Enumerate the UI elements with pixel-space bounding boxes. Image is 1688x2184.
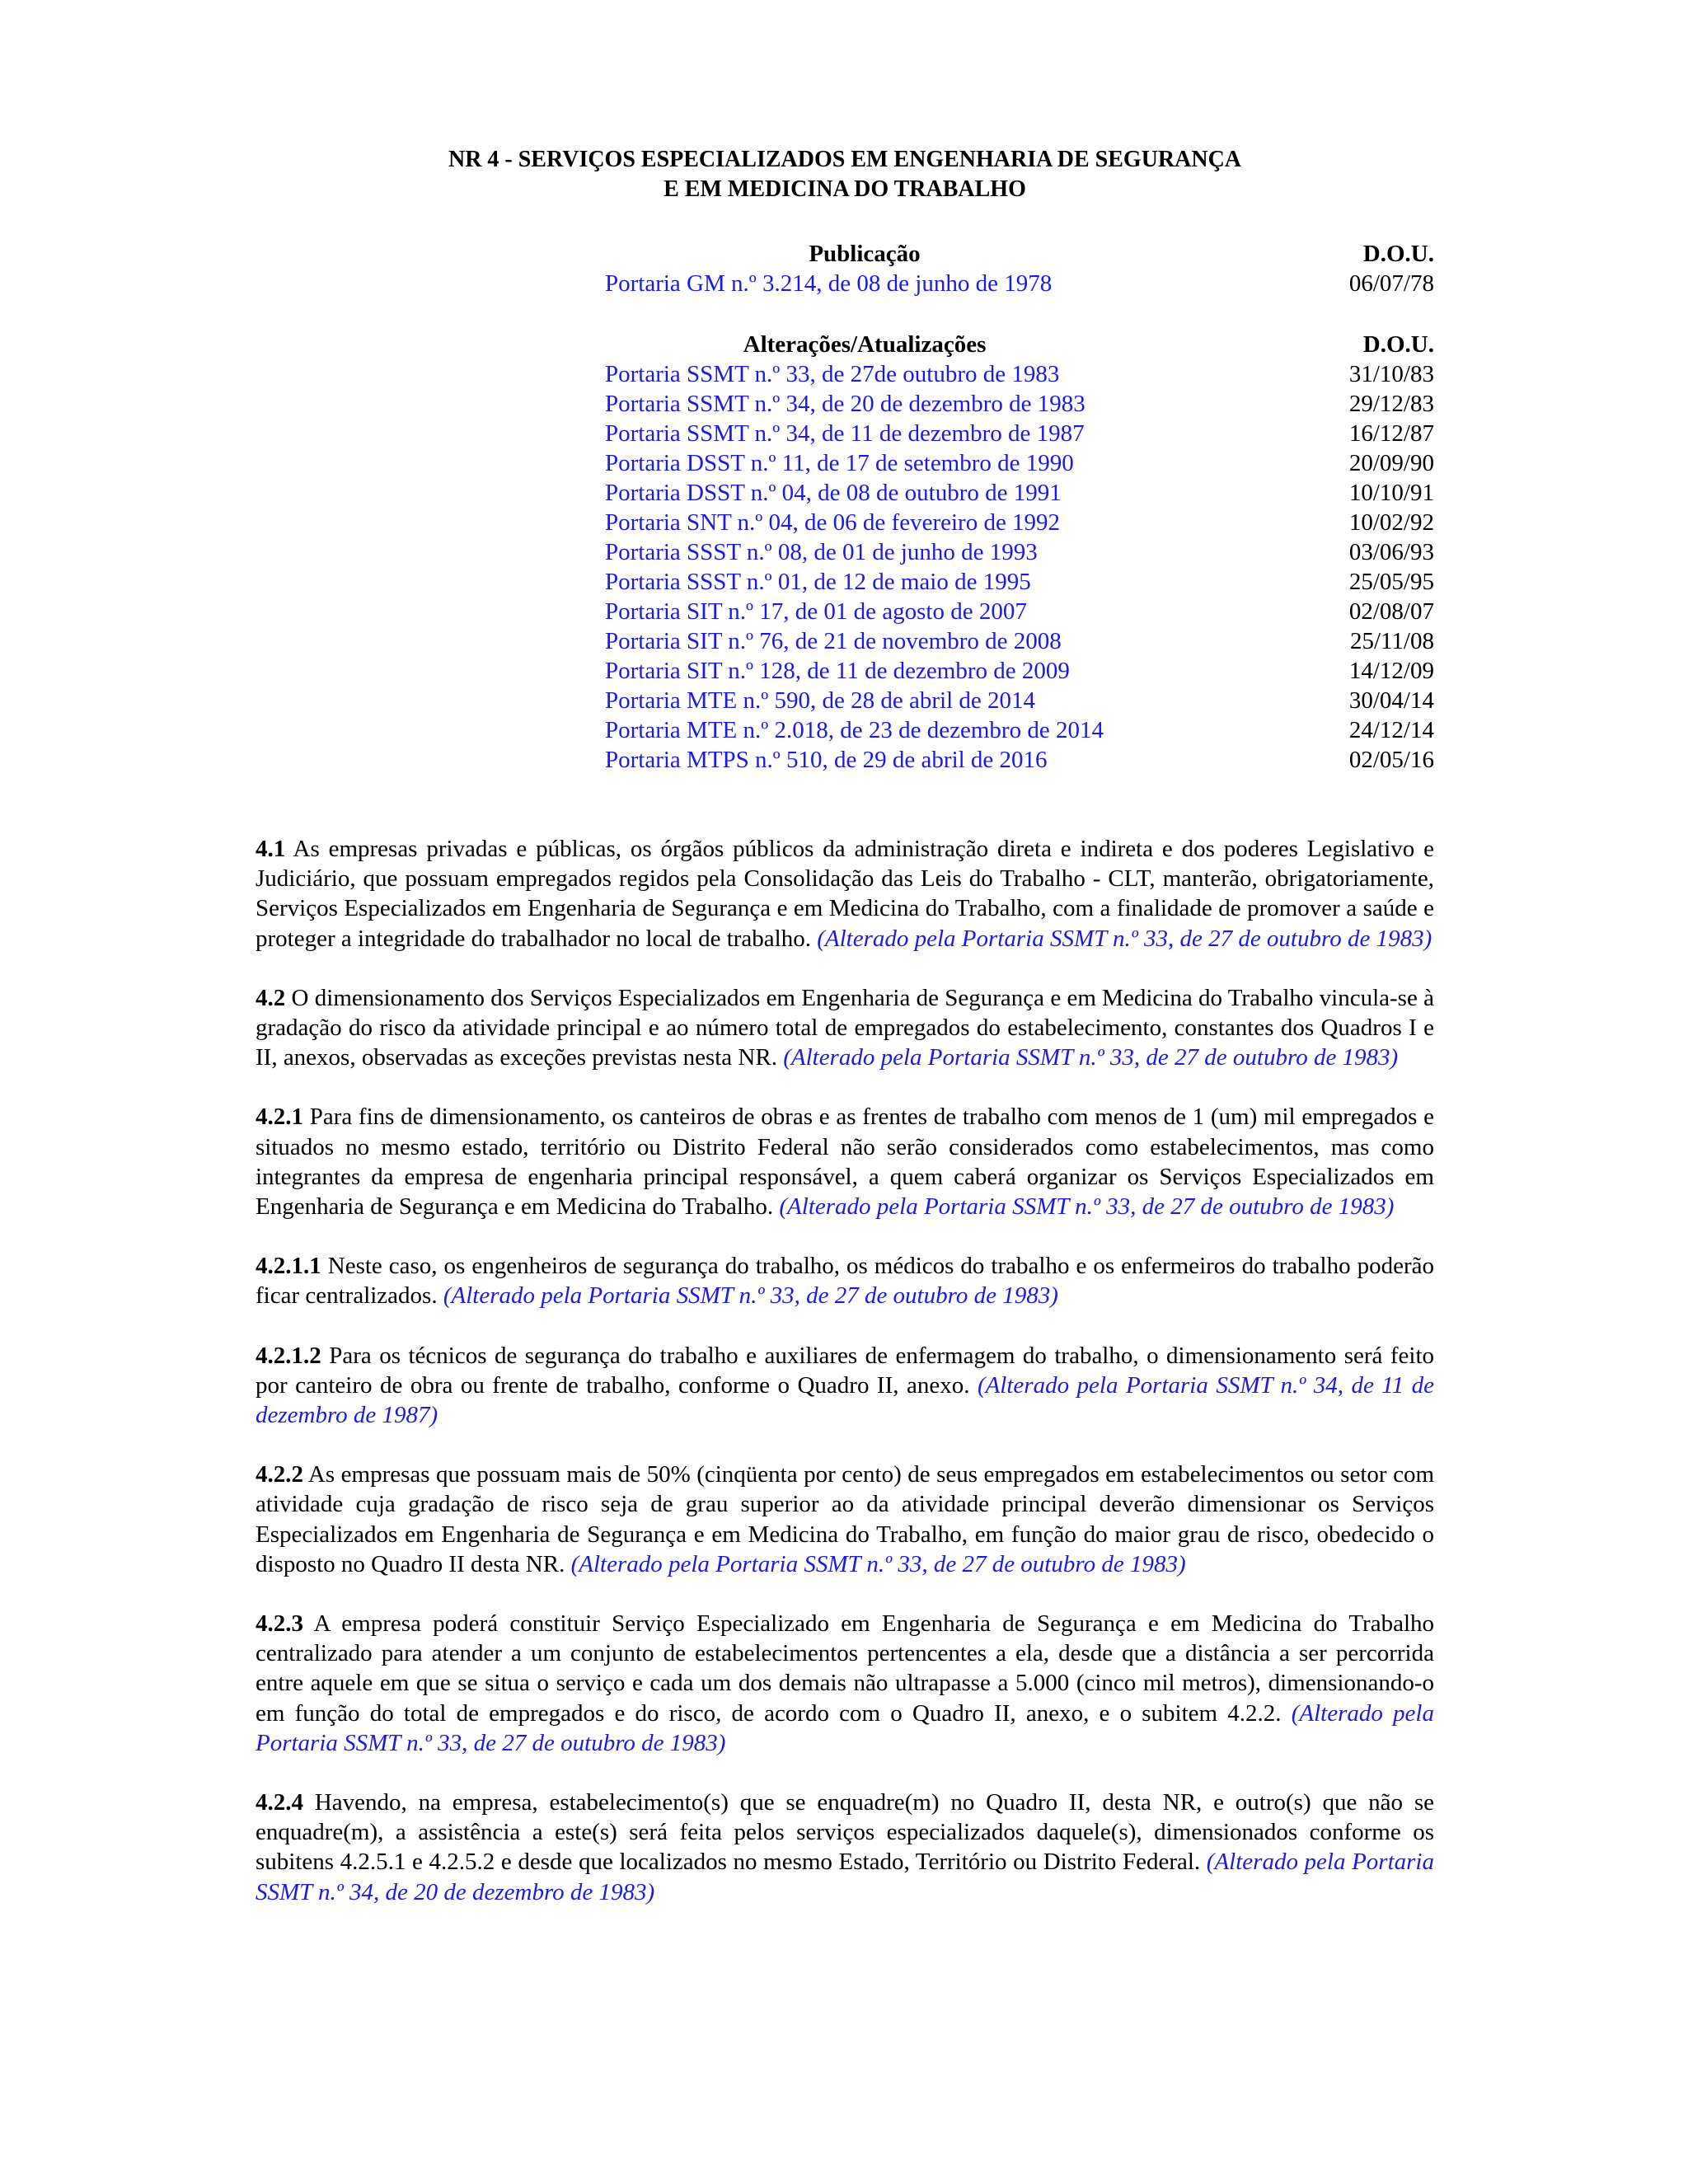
portaria-link[interactable]: Portaria MTE n.º 590, de 28 de abril de 2014: [605, 687, 1036, 714]
dou-date: 31/10/83: [1348, 361, 1434, 387]
amendment-link[interactable]: (Alterado pela Portaria SSMT n.º 33, de 27 de outubro de 1983): [570, 1550, 1186, 1577]
item-text: As empresas privadas e públicas, os órgãos públicos da administração direta e indireta e dos poderes Legislativo e Judiciário, que possuam empregados regidos pela Consolidação das Leis do Trabalho - CLT, manterão, obrigatoriamente, Serviços Especializados em Engenharia de Segurança e em Medicina do Trabalho, com a finalidade de promover a saúde e proteger a integridade do trabalhador no local de trabalho.: [256, 836, 1434, 952]
dou-date: 20/09/90: [1348, 450, 1434, 476]
publicacao-header-label: Publicação: [809, 241, 921, 267]
item-number: 4.2: [256, 984, 286, 1011]
portaria-row: [256, 448, 1434, 478]
portaria-row: [256, 567, 1434, 597]
alteracoes-header: [256, 330, 1434, 359]
paragraph-item: [256, 1609, 1434, 1758]
paragraph-item: [256, 834, 1434, 954]
dou-date: 03/06/93: [1348, 539, 1434, 565]
dou-date: 25/11/08: [1349, 628, 1434, 654]
item-text: Para os técnicos de segurança do trabalho e auxiliares de enfermagem do trabalho, o dimensionamento será feito por canteiro de obra ou frente de trabalho, conforme o Quadro II, anexo.: [256, 1342, 1435, 1399]
item-number: 4.2.4: [256, 1789, 303, 1816]
dou-date: 29/12/83: [1348, 391, 1434, 417]
publication-table: [256, 239, 1434, 775]
item-text: Neste caso, os engenheiros de segurança do trabalho, os médicos do trabalho e os enfermeiros do trabalho poderão ficar centralizados.: [256, 1253, 1434, 1310]
portaria-row: [256, 686, 1434, 715]
portaria-row: [256, 389, 1434, 419]
paragraph-item: [256, 983, 1434, 1073]
portaria-link[interactable]: Portaria DSST n.º 04, de 08 de outubro de 1991: [605, 480, 1062, 506]
portaria-link[interactable]: Portaria SSST n.º 01, de 12 de maio de 1995: [605, 569, 1031, 595]
portaria-link[interactable]: Portaria SIT n.º 17, de 01 de agosto de 2007: [605, 598, 1027, 625]
portaria-row: [256, 715, 1434, 745]
paragraph-item: [256, 1102, 1434, 1221]
portaria-link[interactable]: Portaria SSMT n.º 33, de 27de outubro de 1983: [605, 361, 1060, 387]
publicacao-dou-header: D.O.U.: [1362, 241, 1434, 267]
dou-date: 02/05/16: [1348, 747, 1434, 773]
document-title: [256, 145, 1434, 204]
publicacao-header: [256, 239, 1434, 269]
item-number: 4.2.2: [256, 1461, 303, 1488]
portaria-row: [256, 597, 1434, 626]
portaria-row: [256, 359, 1434, 389]
alteracoes-header-label: Alterações/Atualizações: [743, 331, 987, 358]
portaria-row: [256, 478, 1434, 508]
title-line-1: NR 4 - SERVIÇOS ESPECIALIZADOS EM ENGENHARIA DE SEGURANÇA: [448, 147, 1242, 172]
portaria-link[interactable]: Portaria MTPS n.º 510, de 29 de abril de 2016: [605, 747, 1048, 773]
portaria-link[interactable]: Portaria SIT n.º 128, de 11 de dezembro de 2009: [605, 658, 1070, 684]
publicacao-list: [256, 269, 1434, 298]
dou-date: 06/07/78: [1348, 270, 1434, 297]
alteracoes-list: [256, 359, 1434, 775]
document-page: [256, 145, 1434, 1937]
paragraph-item: [256, 1251, 1434, 1310]
item-number: 4.2.1.1: [256, 1253, 321, 1280]
portaria-link[interactable]: Portaria MTE n.º 2.018, de 23 de dezembro de 2014: [605, 717, 1104, 743]
amendment-link[interactable]: (Alterado pela Portaria SSMT n.º 33, de 27 de outubro de 1983): [817, 925, 1432, 952]
item-number: 4.2.1.2: [256, 1342, 321, 1369]
portaria-row: [256, 656, 1434, 686]
item-text: A empresa poderá constituir Serviço Especializado em Engenharia de Segurança e em Medicina do Trabalho centralizado para atender a um conjunto de estabelecimentos pertencentes a ela, desde que a distância a ser percorrida entre aquele em que se situa o serviço e cada um dos demais não ultrapasse a 5.000 (cinco mil metros), dimensionando-o em função do total de empregados e do risco, de acordo com o Quadro II, anexo, e o subitem 4.2.2.: [256, 1610, 1434, 1727]
alteracoes-dou-header: D.O.U.: [1362, 331, 1434, 358]
item-text: Havendo, na empresa, estabelecimento(s) que se enquadre(m) no Quadro II, desta NR, e outro(s) que não se enquadre(m), a assistência a este(s) será feita pelos serviços especializados daquele(s), dimensionados conforme os subitens 4.2.5.1 e 4.2.5.2 e desde que localizados no mesmo Estado, Território ou Distrito Federal.: [256, 1789, 1434, 1876]
item-text: As empresas que possuam mais de 50% (cinqüenta por cento) de seus empregados em estabelecimentos ou setor com atividade cuja gradação de risco seja de grau superior ao da atividade principal deverão dimensionar os Serviços Especializados em Engenharia de Segurança e em Medicina do Trabalho, em função do maior grau de risco, obedecido o disposto no Quadro II desta NR.: [256, 1461, 1434, 1577]
dou-date: 30/04/14: [1348, 687, 1434, 714]
dou-date: 16/12/87: [1348, 420, 1434, 447]
portaria-link[interactable]: Portaria SIT n.º 76, de 21 de novembro de 2008: [605, 628, 1062, 654]
paragraph-item: [256, 1341, 1434, 1431]
amendment-link[interactable]: (Alterado pela Portaria SSMT n.º 33, de 27 de outubro de 1983): [256, 1699, 1434, 1756]
portaria-row: [256, 419, 1434, 448]
portaria-link[interactable]: Portaria GM n.º 3.214, de 08 de junho de 1978: [605, 270, 1053, 297]
dou-date: 25/05/95: [1348, 569, 1434, 595]
dou-date: 10/02/92: [1348, 509, 1434, 536]
amendment-link[interactable]: (Alterado pela Portaria SSMT n.º 34, de 11 de dezembro de 1987): [256, 1371, 1434, 1429]
item-text: Para fins de dimensionamento, os canteiros de obras e as frentes de trabalho com menos de 1 (um) mil empregados e situados no mesmo estado, território ou Distrito Federal não serão considerados como estabelecimentos, mas como integrantes da empresa de engenharia principal responsável, a quem caberá organizar os Serviços Especializados em Engenharia de Segurança e em Medicina do Trabalho.: [256, 1104, 1435, 1221]
amendment-link[interactable]: (Alterado pela Portaria SSMT n.º 33, de 27 de outubro de 1983): [779, 1193, 1395, 1221]
portaria-row: [256, 537, 1434, 567]
item-number: 4.1: [256, 836, 286, 862]
norm-body: [256, 834, 1434, 1907]
item-text: O dimensionamento dos Serviços Especializados em Engenharia de Segurança e em Medicina do Trabalho vincula-se à gradação do risco da atividade principal e ao número total de empregados do estabelecimento, constantes dos Quadros I e II, anexos, observadas as exceções previstas nesta NR.: [256, 984, 1434, 1071]
portaria-link[interactable]: Portaria SSMT n.º 34, de 20 de dezembro de 1983: [605, 391, 1085, 417]
portaria-row: [256, 745, 1434, 775]
portaria-row: [256, 626, 1434, 656]
item-number: 4.2.3: [256, 1610, 303, 1638]
dou-date: 02/08/07: [1348, 598, 1434, 625]
title-line-2: E EM MEDICINA DO TRABALHO: [663, 176, 1026, 202]
portaria-link[interactable]: Portaria DSST n.º 11, de 17 de setembro de 1990: [605, 450, 1074, 476]
amendment-link[interactable]: (Alterado pela Portaria SSMT n.º 33, de 27 de outubro de 1983): [443, 1282, 1058, 1310]
portaria-row: [256, 508, 1434, 537]
portaria-link[interactable]: Portaria SSST n.º 08, de 01 de junho de 1993: [605, 539, 1038, 565]
portaria-link[interactable]: Portaria SSMT n.º 34, de 11 de dezembro de 1987: [605, 420, 1085, 447]
dou-date: 24/12/14: [1348, 717, 1434, 743]
item-number: 4.2.1: [256, 1104, 303, 1131]
portaria-link[interactable]: Portaria SNT n.º 04, de 06 de fevereiro de 1992: [605, 509, 1061, 536]
amendment-link[interactable]: (Alterado pela Portaria SSMT n.º 34, de 20 de dezembro de 1983): [256, 1849, 1434, 1905]
paragraph-item: [256, 1788, 1434, 1907]
amendment-link[interactable]: (Alterado pela Portaria SSMT n.º 33, de 27 de outubro de 1983): [783, 1044, 1399, 1071]
portaria-row: [256, 269, 1434, 298]
dou-date: 10/10/91: [1348, 480, 1434, 506]
dou-date: 14/12/09: [1348, 658, 1434, 684]
paragraph-item: [256, 1460, 1434, 1579]
